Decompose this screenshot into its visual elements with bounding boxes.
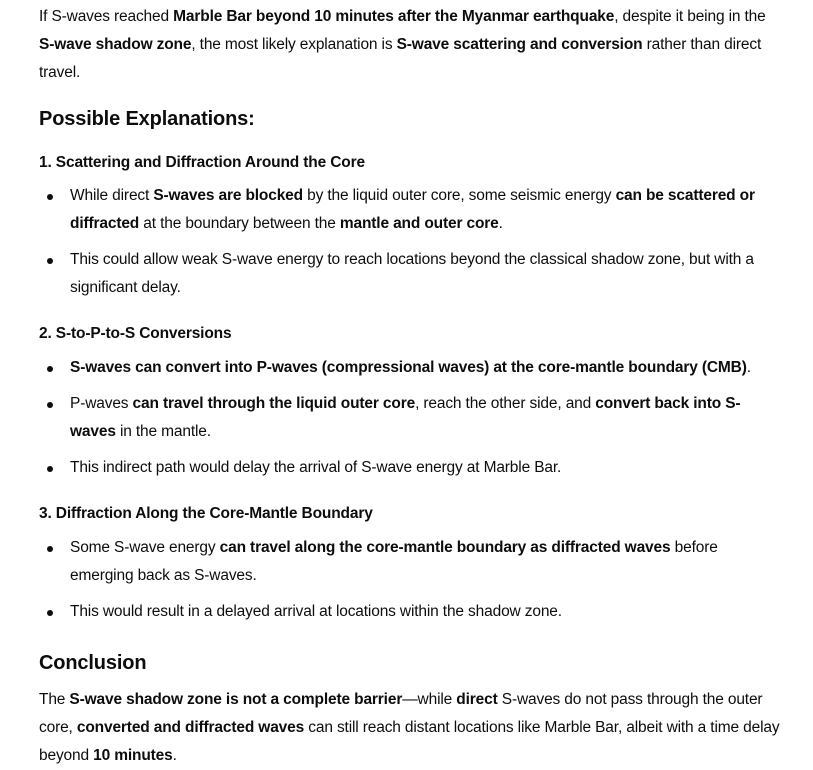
- bold-text: 10 minutes: [93, 747, 173, 764]
- section-1-bullets: [39, 182, 784, 310]
- text-run: .: [746, 359, 751, 376]
- text-run: The: [39, 691, 70, 708]
- bullet-icon: [47, 610, 53, 616]
- bold-text: convert back into S-waves: [70, 395, 741, 440]
- text-run: While direct: [70, 187, 154, 204]
- bold-text: converted and diffracted waves: [76, 719, 305, 736]
- list-item-text: [70, 539, 718, 584]
- list-item-text: [70, 603, 562, 620]
- list-item: [39, 354, 784, 382]
- bold-text: S-wave shadow zone: [39, 36, 192, 53]
- section-title-3: 3. Diffraction Along the Core-Mantle Boundary: [39, 505, 373, 522]
- bullet-icon: [47, 402, 53, 408]
- text-run: in the mantle.: [115, 423, 211, 440]
- list-item: [39, 454, 784, 482]
- bold-text: can travel along the core-mantle boundary as diffracted waves: [219, 539, 671, 556]
- list-item: [39, 246, 784, 302]
- bullet-icon: [47, 258, 53, 264]
- text-run: at the boundary between the: [139, 215, 340, 232]
- text-run: Some S-wave energy: [70, 539, 220, 556]
- text-run: This would result in a delayed arrival at locations within the shadow zone.: [70, 603, 562, 620]
- text-run: rather than direct travel.: [39, 36, 762, 81]
- list-item: [39, 390, 784, 446]
- text-run: .: [172, 747, 177, 764]
- list-item: [39, 598, 784, 626]
- bold-text: S-waves can convert into P-waves (compressional waves) at the core-mantle boundary (CMB): [70, 359, 747, 376]
- text-run: P-waves: [70, 395, 133, 412]
- text-run: This indirect path would delay the arrival of S-wave energy at Marble Bar.: [70, 459, 562, 476]
- text-run: S-waves do not pass through the outer core,: [39, 691, 763, 736]
- bullet-icon: [47, 194, 53, 200]
- list-item: [39, 534, 784, 590]
- bullet-icon: [47, 366, 53, 372]
- bold-text: S-wave scattering and conversion: [396, 36, 643, 53]
- text-run: before emerging back as S-waves.: [70, 539, 718, 584]
- bold-text: Marble Bar beyond 10 minutes after the Myanmar earthquake: [173, 8, 615, 25]
- text-run: , despite it being in the: [614, 8, 766, 25]
- section-title-2: 2. S-to-P-to-S Conversions: [39, 325, 232, 342]
- heading-possible-explanations: Possible Explanations:: [39, 108, 255, 130]
- bold-text: direct: [456, 691, 498, 708]
- text-run: , the most likely explanation is: [191, 36, 397, 53]
- list-item-text: [70, 395, 740, 440]
- bold-text: mantle and outer core: [339, 215, 499, 232]
- section-3-bullets: [39, 534, 784, 634]
- bullet-icon: [47, 546, 53, 552]
- list-item-text: [70, 459, 561, 476]
- conclusion-paragraph: [39, 686, 784, 770]
- section-2-bullets: [39, 354, 784, 490]
- list-item-text: [70, 187, 755, 232]
- bold-text: S-wave shadow zone is not a complete barrier: [69, 691, 403, 708]
- list-item-text: [70, 251, 754, 296]
- text-run: by the liquid outer core, some seismic energy: [302, 187, 616, 204]
- text-run: can still reach distant locations like Marble Bar, albeit with a time delay beyond: [39, 719, 780, 764]
- text-run: If S-waves reached: [39, 8, 174, 25]
- text-run: , reach the other side, and: [415, 395, 596, 412]
- bold-text: S-waves are blocked: [153, 187, 303, 204]
- list-item-text: [70, 359, 751, 376]
- bold-text: can be scattered or diffracted: [70, 187, 755, 232]
- text-run: .: [498, 215, 503, 232]
- intro-paragraph: [39, 3, 784, 87]
- list-item: [39, 182, 784, 238]
- text-run: This could allow weak S-wave energy to reach locations beyond the classical shadow zone, but with a significant delay.: [70, 251, 754, 296]
- bold-text: can travel through the liquid outer core: [132, 395, 416, 412]
- section-title-1: 1. Scattering and Diffraction Around the Core: [39, 154, 365, 171]
- heading-conclusion: Conclusion: [39, 652, 147, 674]
- text-run: —while: [402, 691, 457, 708]
- bullet-icon: [47, 466, 53, 472]
